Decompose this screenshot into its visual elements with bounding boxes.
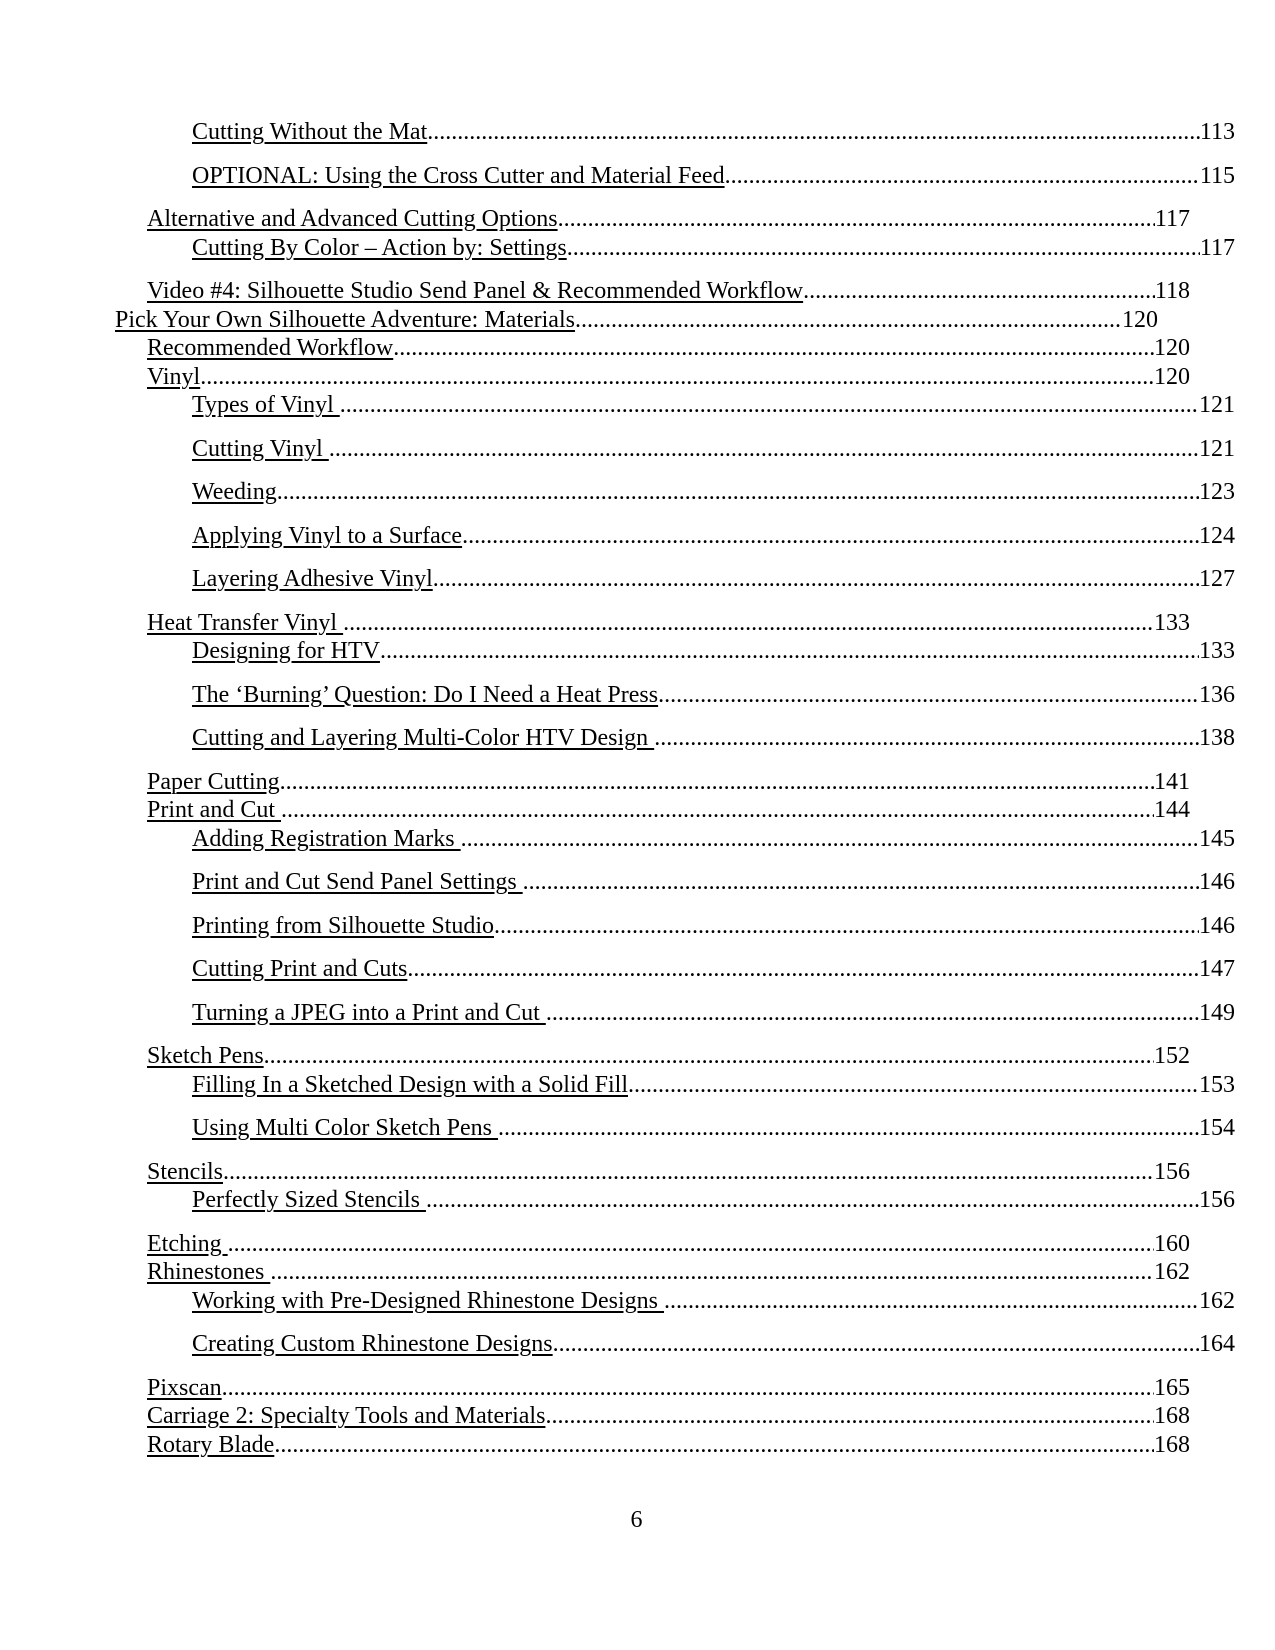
toc-dot-leader (200, 363, 1154, 392)
toc-dot-leader (281, 796, 1154, 825)
toc-entry (115, 1158, 1190, 1187)
toc-entry-title[interactable]: Rotary Blade (147, 1431, 275, 1458)
toc-entry-title[interactable]: Layering Adhesive Vinyl (192, 566, 433, 592)
toc-entry-page-number: 165 (1154, 1374, 1190, 1401)
toc-entry-title[interactable]: Turning a JPEG into a Print and Cut (192, 999, 546, 1026)
toc-entry (115, 955, 1235, 984)
toc-entry-page-number: 152 (1154, 1043, 1190, 1069)
toc-entry-page-number: 121 (1199, 435, 1235, 462)
toc-entry-page-number: 120 (1122, 306, 1158, 333)
toc-entry (115, 724, 1235, 753)
toc-entry-page-number: 113 (1199, 119, 1235, 145)
toc-entry-title[interactable]: Etching (147, 1230, 228, 1257)
toc-entry-title[interactable]: Alternative and Advanced Cutting Options (147, 206, 558, 232)
toc-dot-leader (427, 118, 1200, 147)
toc-entry (115, 1431, 1190, 1460)
toc-entry-page-number: 144 (1154, 797, 1190, 823)
toc-dot-leader (270, 1258, 1154, 1287)
toc-dot-leader (523, 868, 1199, 897)
toc-entry (115, 999, 1235, 1028)
toc-entry-page-number: 141 (1154, 768, 1190, 795)
toc-entry-page-number: 154 (1199, 1115, 1235, 1141)
toc-entry-title[interactable]: Cutting By Color – Action by: Settings (192, 234, 567, 261)
toc-entry (115, 768, 1190, 797)
toc-dot-leader (462, 522, 1199, 551)
toc-dot-leader (461, 825, 1199, 854)
toc-entry-title[interactable]: Video #4: Silhouette Studio Send Panel & Recommended Workflow (147, 278, 804, 304)
toc-entry-page-number: 168 (1154, 1403, 1190, 1429)
toc-dot-leader (494, 912, 1199, 941)
toc-entry (115, 306, 1158, 335)
toc-dot-leader (546, 999, 1199, 1028)
toc-entry-page-number: 136 (1199, 681, 1235, 708)
toc-dot-leader (228, 1230, 1154, 1259)
toc-entry-title[interactable]: Perfectly Sized Stencils (192, 1187, 426, 1213)
toc-entry-page-number: 117 (1154, 206, 1190, 232)
toc-entry-title[interactable]: Print and Cut (147, 797, 282, 823)
toc-entry-title[interactable]: Print and Cut Send Panel Settings (192, 869, 523, 895)
toc-entry (115, 391, 1235, 420)
toc-entry-page-number: 120 (1154, 335, 1190, 361)
toc-entry-title[interactable]: Working with Pre-Designed Rhinestone Designs (192, 1287, 665, 1314)
toc-dot-leader (329, 435, 1199, 464)
toc-entry (115, 118, 1235, 147)
toc-entry-page-number: 160 (1154, 1230, 1190, 1257)
toc-dot-leader (280, 768, 1154, 797)
toc-entry-page-number: 156 (1199, 1187, 1235, 1213)
toc-dot-leader (654, 724, 1199, 753)
toc-entry (115, 1071, 1235, 1100)
toc-entry-page-number: 123 (1199, 479, 1235, 505)
toc-dot-leader (340, 391, 1199, 420)
toc-entry-page-number: 115 (1199, 162, 1235, 189)
toc-entry-title[interactable]: Carriage 2: Specialty Tools and Materials (147, 1403, 546, 1429)
toc-entry-page-number: 146 (1199, 912, 1235, 939)
toc-dot-leader (575, 306, 1122, 335)
toc-dot-leader (664, 1287, 1199, 1316)
toc-dot-leader (567, 234, 1200, 263)
toc-entry (115, 1258, 1190, 1287)
toc-entry (115, 435, 1235, 464)
toc-dot-leader (264, 1042, 1154, 1071)
toc-entry-page-number: 120 (1154, 363, 1190, 390)
toc-entry-title[interactable]: Stencils (147, 1158, 223, 1185)
toc-entry-page-number: 138 (1199, 725, 1235, 751)
toc-entry (115, 277, 1190, 306)
toc-entry (115, 1230, 1190, 1259)
toc-dot-leader (426, 1186, 1199, 1215)
toc-entry (115, 1042, 1190, 1071)
toc-entry (115, 334, 1190, 363)
toc-dot-leader (407, 955, 1199, 984)
toc-entry-page-number: 164 (1199, 1331, 1235, 1357)
toc-entry (115, 912, 1235, 941)
toc-entry (115, 825, 1235, 854)
toc-entry (115, 796, 1190, 825)
toc-entry (115, 1374, 1190, 1403)
toc-entry-page-number: 168 (1154, 1431, 1190, 1458)
toc-entry-page-number: 147 (1199, 956, 1235, 982)
toc-entry-page-number: 133 (1199, 638, 1235, 664)
toc-entry-title[interactable]: Designing for HTV (192, 638, 380, 664)
toc-entry-title[interactable]: Filling In a Sketched Design with a Solid Fill (192, 1071, 628, 1098)
toc-entry (115, 681, 1235, 710)
toc-entry-title[interactable]: Rhinestones (147, 1259, 271, 1285)
toc-entry (115, 363, 1190, 392)
toc-entry (115, 1287, 1235, 1316)
toc-entry (115, 868, 1235, 897)
toc-entry-page-number: 133 (1154, 609, 1190, 636)
toc-entry-page-number: 117 (1199, 234, 1235, 261)
toc-entry (115, 1330, 1235, 1359)
toc-entry-title[interactable]: Types of Vinyl (192, 392, 340, 418)
toc-dot-leader (393, 334, 1154, 363)
toc-entry-title[interactable]: Recommended Workflow (147, 335, 394, 361)
toc-entry (115, 1114, 1235, 1143)
toc-dot-leader (277, 478, 1199, 507)
toc-entry-page-number: 149 (1199, 999, 1235, 1026)
toc-dot-leader (558, 205, 1155, 234)
toc-entry-title[interactable]: Paper Cutting (147, 768, 280, 795)
toc-entry-page-number: 153 (1199, 1071, 1235, 1098)
toc-entry-page-number: 124 (1199, 522, 1235, 549)
toc-entry-title[interactable]: Creating Custom Rhinestone Designs (192, 1331, 553, 1357)
toc-entry-page-number: 156 (1154, 1158, 1190, 1185)
toc-entry-title[interactable]: Adding Registration Marks (192, 825, 461, 852)
toc-dot-leader (658, 681, 1199, 710)
toc-entry-title[interactable]: Cutting and Layering Multi-Color HTV Design (192, 725, 655, 751)
toc-dot-leader (725, 162, 1200, 191)
toc-dot-leader (545, 1402, 1154, 1431)
toc-entry (115, 234, 1235, 263)
toc-entry-title[interactable]: Using Multi Color Sketch Pens (192, 1115, 499, 1141)
toc-entry-title[interactable]: Vinyl (147, 363, 201, 390)
toc-entry-title[interactable]: Heat Transfer Vinyl (147, 609, 344, 636)
toc-dot-leader (222, 1374, 1154, 1403)
toc-entry-page-number: 146 (1199, 869, 1235, 895)
toc-entry (115, 162, 1235, 191)
toc-dot-leader (803, 277, 1155, 306)
toc-dot-leader (433, 565, 1199, 594)
toc-dot-leader (380, 637, 1199, 666)
toc-entry-title[interactable]: OPTIONAL: Using the Cross Cutter and Material Feed (192, 162, 725, 189)
toc-dot-leader (343, 609, 1154, 638)
toc-entry-title[interactable]: Applying Vinyl to a Surface (192, 522, 463, 549)
toc-dot-leader (274, 1431, 1154, 1460)
toc-entry-title[interactable]: Weeding (192, 479, 277, 505)
toc-entry (115, 565, 1235, 594)
toc-entry-title[interactable]: The ‘Burning’ Question: Do I Need a Heat Press (192, 681, 659, 708)
toc-dot-leader (498, 1114, 1199, 1143)
toc-entry-page-number: 127 (1199, 566, 1235, 592)
toc-entry-title[interactable]: Cutting Vinyl (192, 435, 329, 462)
toc-entry-page-number: 118 (1154, 278, 1190, 304)
toc-entry-title[interactable]: Pixscan (147, 1374, 222, 1401)
toc-entry (115, 522, 1235, 551)
toc-entry-title[interactable]: Printing from Silhouette Studio (192, 912, 495, 939)
toc-entry-page-number: 121 (1199, 392, 1235, 418)
toc-dot-leader (553, 1330, 1199, 1359)
toc-entry (115, 637, 1235, 666)
toc-entry-title[interactable]: Cutting Without the Mat (192, 119, 428, 145)
toc-entry (115, 1186, 1235, 1215)
toc-entry (115, 205, 1190, 234)
toc-entry-page-number: 145 (1199, 825, 1235, 852)
toc-entry (115, 609, 1190, 638)
toc-entry-title[interactable]: Sketch Pens (147, 1043, 264, 1069)
toc-entry-title[interactable]: Pick Your Own Silhouette Adventure: Materials (115, 306, 575, 333)
toc-dot-leader (223, 1158, 1154, 1187)
toc-entry (115, 478, 1235, 507)
footer-page-number: 6 (630, 1507, 643, 1533)
page-footer (115, 1506, 1158, 1535)
toc-entry-page-number: 162 (1154, 1259, 1190, 1285)
toc-dot-leader (628, 1071, 1199, 1100)
toc-entry (115, 1402, 1190, 1431)
toc-entry-page-number: 162 (1199, 1287, 1235, 1314)
table-of-contents (115, 118, 1235, 1459)
toc-entry-title[interactable]: Cutting Print and Cuts (192, 956, 408, 982)
